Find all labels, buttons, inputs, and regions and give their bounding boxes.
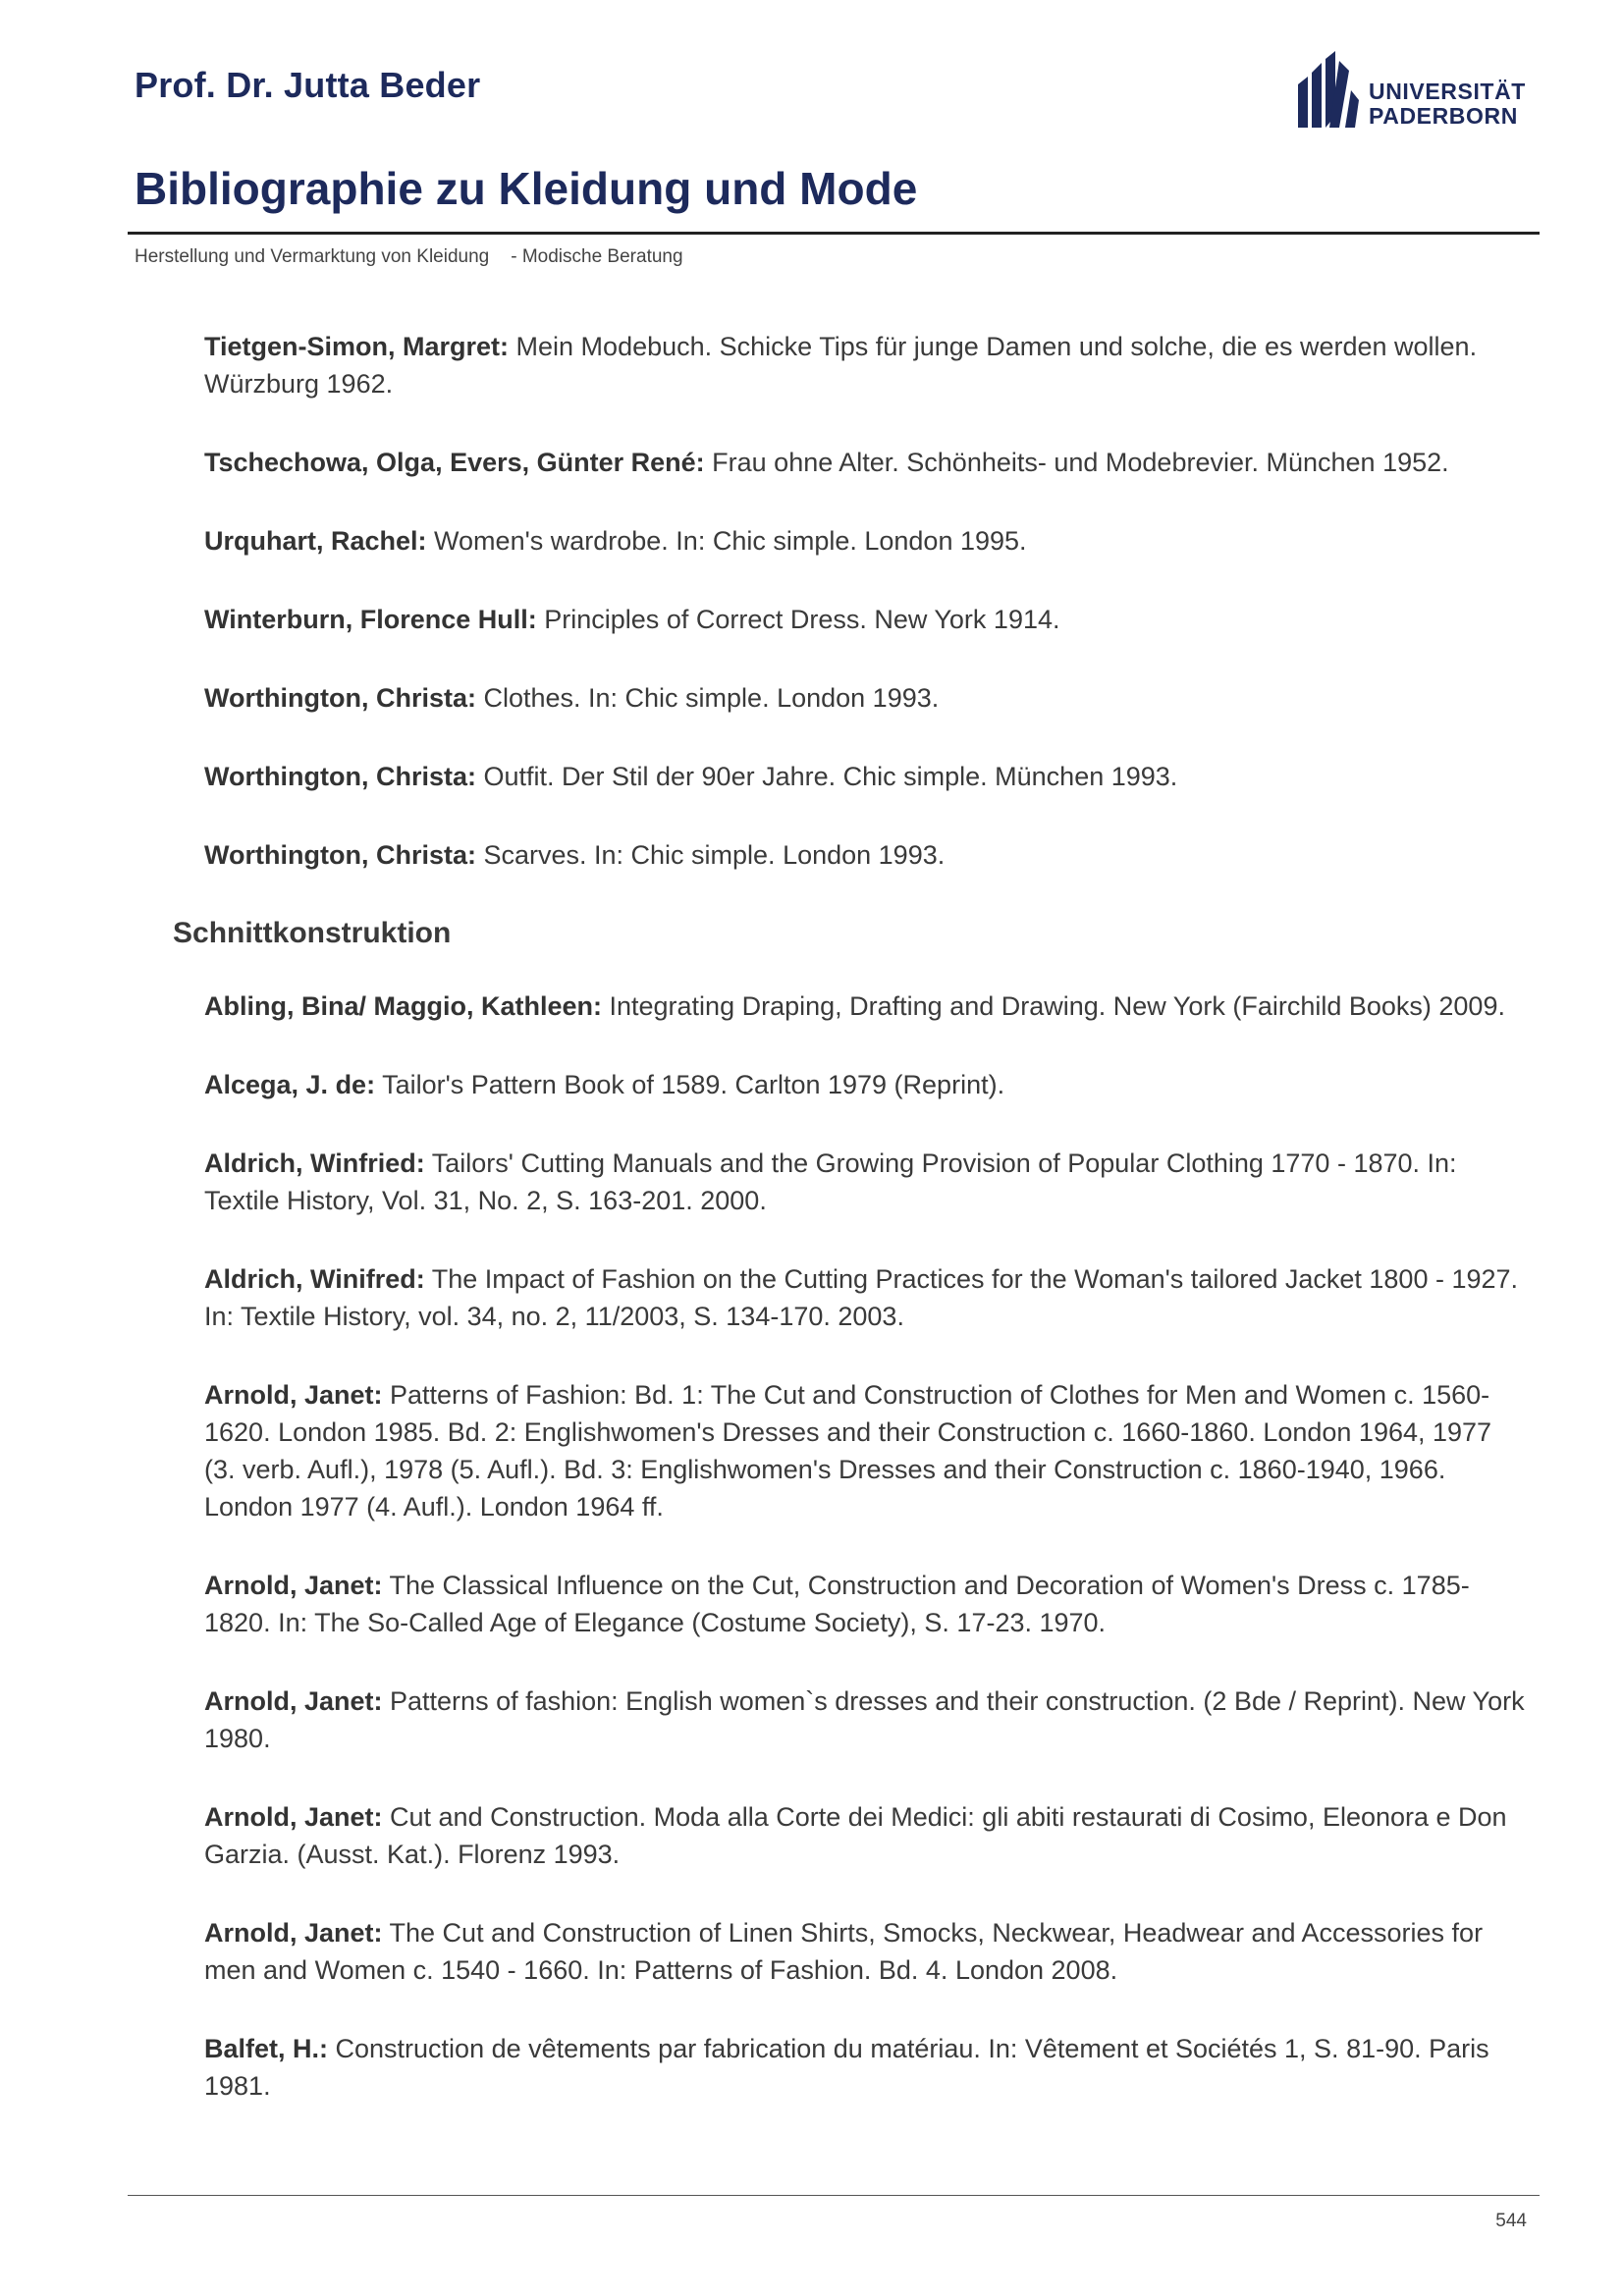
entry-author: Alcega, J. de:	[204, 1070, 376, 1099]
bibliography-entry	[204, 1914, 1530, 1989]
entry-text: The Impact of Fashion on the Cutting Practices for the Woman's tailored Jacket 1800 - 1927. In: Textile History, vol. 34, no. 2, 11/2003, S. 134-170. 2003.	[204, 1264, 1519, 1331]
entry-text: Clothes. In: Chic simple. London 1993.	[475, 683, 940, 713]
entry-author: Arnold, Janet:	[204, 1380, 383, 1410]
bibliography-entry	[204, 679, 1530, 717]
bibliography-list	[173, 328, 1530, 2146]
entry-text: Cut and Construction. Moda alla Corte dei Medici: gli abiti restaurati di Cosimo, Eleonora e Don Garzia. (Ausst. Kat.). Florenz 1993.	[204, 1802, 1507, 1869]
document-title: Bibliographie zu Kleidung und Mode	[135, 163, 918, 214]
entry-author: Arnold, Janet:	[204, 1571, 383, 1600]
entry-text: Scarves. In: Chic simple. London 1993.	[475, 840, 946, 870]
entry-author: Aldrich, Winfried:	[204, 1148, 425, 1178]
bibliography-entry	[204, 1066, 1530, 1103]
university-logo-icon	[1294, 51, 1363, 132]
breadcrumb-part-1: Herstellung und Vermarktung von Kleidung	[135, 246, 490, 267]
bibliography-entry	[204, 601, 1530, 638]
entry-text: Women's wardrobe. In: Chic simple. London 1995.	[426, 526, 1027, 556]
entry-author: Tietgen-Simon, Margret:	[204, 332, 510, 361]
logo-text-line1: UNIVERSITÄT	[1369, 79, 1526, 104]
bibliography-entry	[204, 1682, 1530, 1757]
entry-text: Outfit. Der Stil der 90er Jahre. Chic simple. München 1993.	[475, 762, 1178, 791]
university-logo	[1294, 51, 1530, 133]
entry-text: The Classical Influence on the Cut, Construction and Decoration of Women's Dress c. 1785-1820. In: The So-Called Age of Elegance (Costume Society), S. 17-23. 1970.	[204, 1571, 1470, 1637]
bibliography-entry	[204, 758, 1530, 795]
entry-author: Tschechowa, Olga, Evers, Günter René:	[204, 448, 705, 477]
entry-text: Tailors' Cutting Manuals and the Growing Provision of Popular Clothing 1770 - 1870. In: Textile History, Vol. 31, No. 2, S. 163-201. 2000.	[204, 1148, 1457, 1215]
entry-text: The Cut and Construction of Linen Shirts, Smocks, Neckwear, Headwear and Accessories for men and Women c. 1540 - 1660. In: Patterns of Fashion. Bd. 4. London 2008.	[204, 1918, 1484, 1985]
breadcrumb	[135, 246, 683, 268]
entry-author: Worthington, Christa:	[204, 840, 476, 870]
entry-text: Patterns of fashion: English women`s dresses and their construction. (2 Bde / Reprint). New York 1980.	[204, 1686, 1525, 1753]
entry-author: Arnold, Janet:	[204, 1918, 383, 1948]
title-divider	[128, 232, 1540, 235]
entry-text: Patterns of Fashion: Bd. 1: The Cut and Construction of Clothes for Men and Women c. 1560-1620. London 1985. Bd. 2: Englishwomen's Dresses and their Construction c. 1660-1860. London 1964, 1977 (3. verb. Aufl.), 1978 (5. Aufl.). Bd. 3: Englishwomen's Dresses and their Construction c. 1860-1940, 1966. London 1977 (4. Aufl.). London 1964 ff.	[204, 1380, 1492, 1522]
bibliography-entry	[204, 2030, 1530, 2105]
entry-author: Arnold, Janet:	[204, 1686, 383, 1716]
author-name: Prof. Dr. Jutta Beder	[135, 65, 481, 105]
entry-author: Aldrich, Winifred:	[204, 1264, 425, 1294]
section-heading: Schnittkonstruktion	[173, 917, 452, 949]
bibliography-entry	[204, 1376, 1530, 1525]
entry-author: Arnold, Janet:	[204, 1802, 383, 1832]
entry-author: Winterburn, Florence Hull:	[204, 605, 537, 634]
footer-divider	[128, 2195, 1540, 2196]
bibliography-entry	[204, 1260, 1530, 1335]
entry-text: Tailor's Pattern Book of 1589. Carlton 1979 (Reprint).	[375, 1070, 1005, 1099]
page-number: 544	[1495, 2211, 1527, 2231]
entry-author: Urquhart, Rachel:	[204, 526, 427, 556]
entry-author: Worthington, Christa:	[204, 762, 476, 791]
bibliography-entry	[204, 328, 1530, 402]
bibliography-entry	[204, 1567, 1530, 1641]
bibliography-entry	[204, 1145, 1530, 1219]
entry-text: Construction de vêtements par fabrication du matériau. In: Vêtement et Sociétés 1, S. 81-90. Paris 1981.	[204, 2034, 1489, 2101]
breadcrumb-part-2: - Modische Beratung	[511, 246, 683, 267]
entry-text: Frau ohne Alter. Schönheits- und Modebrevier. München 1952.	[704, 448, 1449, 477]
entry-text: Mein Modebuch. Schicke Tips für junge Damen und solche, die es werden wollen. Würzburg 1962.	[204, 332, 1478, 399]
bibliography-entry	[204, 1798, 1530, 1873]
bibliography-entry	[204, 522, 1530, 560]
logo-text-line2: PADERBORN	[1369, 103, 1518, 129]
bibliography-entry	[204, 988, 1530, 1025]
entry-text: Integrating Draping, Drafting and Drawing. New York (Fairchild Books) 2009.	[602, 991, 1505, 1021]
entry-text: Principles of Correct Dress. New York 1914.	[536, 605, 1060, 634]
bibliography-entry	[204, 444, 1530, 481]
bibliography-entry	[204, 836, 1530, 874]
entry-author: Worthington, Christa:	[204, 683, 476, 713]
entry-author: Abling, Bina/ Maggio, Kathleen:	[204, 991, 602, 1021]
entry-author: Balfet, H.:	[204, 2034, 329, 2063]
